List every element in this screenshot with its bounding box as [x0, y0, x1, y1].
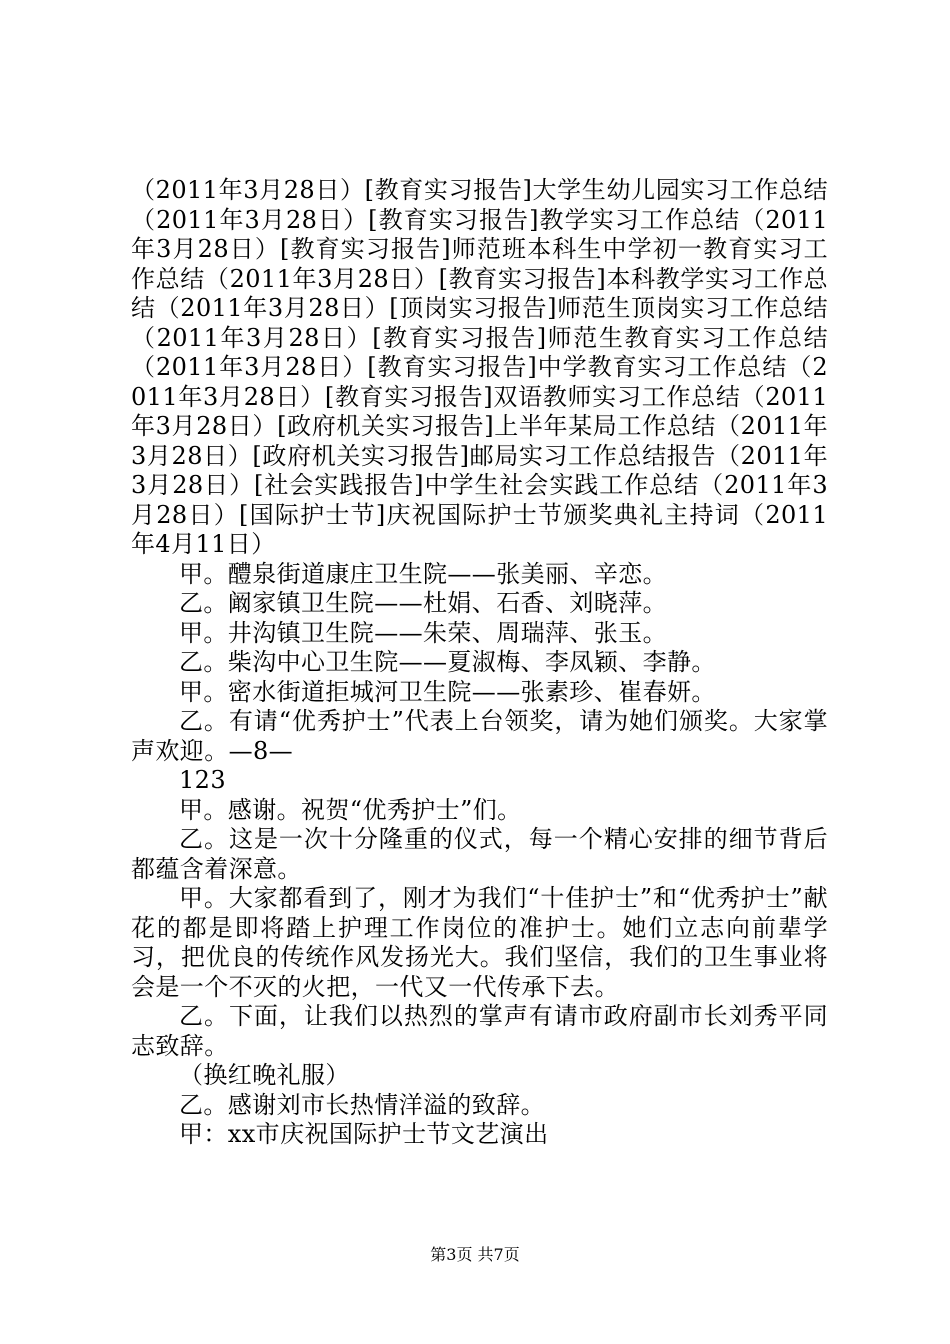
paragraph: 甲。大家都看到了，刚才为我们“十佳护士”和“优秀护士”献花的都是即将踏上护理工作岗位的准护士。她们立志向前辈学习，把优良的传统作风发扬光大。我们坚信，我们的卫生事业将会是一个不灭的火把，一代又一代传承下去。	[131, 884, 828, 1001]
paragraph: 甲。井沟镇卫生院——朱荣、周瑞萍、张玉。	[179, 618, 667, 647]
paragraph: 乙。感谢刘市长热情洋溢的致辞。	[179, 1090, 545, 1119]
paragraph: 甲。醴泉街道康庄卫生院——张美丽、辛恋。	[179, 559, 667, 588]
page-footer: 第3页 共7页	[430, 1245, 520, 1264]
paragraph: 乙。有请“优秀护士”代表上台领奖，请为她们颁奖。大家掌声欢迎。—8—	[131, 707, 828, 765]
paragraph: （换红晚礼服）	[179, 1061, 350, 1089]
paragraph: 甲。感谢。祝贺“优秀护士”们。	[179, 795, 522, 824]
paragraph: 乙。阚家镇卫生院——杜娟、石香、刘晓萍。	[179, 589, 667, 617]
paragraph: 甲：xx市庆祝国际护士节文艺演出	[179, 1120, 549, 1148]
paragraph: 甲。密水街道拒城河卫生院——张素珍、崔春妍。	[179, 677, 716, 706]
paragraph: 乙。柴沟中心卫生院——夏淑梅、李凤颖、李静。	[179, 648, 716, 676]
paragraph: 123	[179, 766, 227, 794]
paragraph: （2011年3月28日）[教育实习报告]大学生幼儿园实习工作总结（2011年3月28日）[教育实习报告]教学实习工作总结（2011年3月28日）[教育实习报告]师范班本科生中学初一教育实习工作总结（2011年3月28日）[教育实习报告]本科教学实习工作总结（2011年3月28日）[顶岗实习报告]师范生顶岗实习工作总结（2011年3月28日）[教育实习报告]师范生教育实习工作总结（2011年3月28日）[教育实习报告]中学教育实习工作总结（2011年3月28日）[教育实习报告]双语教师实习工作总结（2011年3月28日）[政府机关实习报告]上半年某局工作总结（2011年3月28日）[政府机关实习报告]邮局实习工作总结报告（2011年3月28日）[社会实践报告]中学生社会实践工作总结（2011年3月28日）[国际护士节]庆祝国际护士节颁奖典礼主持词（2011年4月11日）	[131, 176, 828, 558]
document-body	[131, 176, 828, 1150]
paragraph: 乙。这是一次十分隆重的仪式，每一个精心安排的细节背后都蕴含着深意。	[131, 825, 828, 883]
paragraph: 乙。下面，让我们以热烈的掌声有请市政府副市长刘秀平同志致辞。	[131, 1002, 828, 1060]
